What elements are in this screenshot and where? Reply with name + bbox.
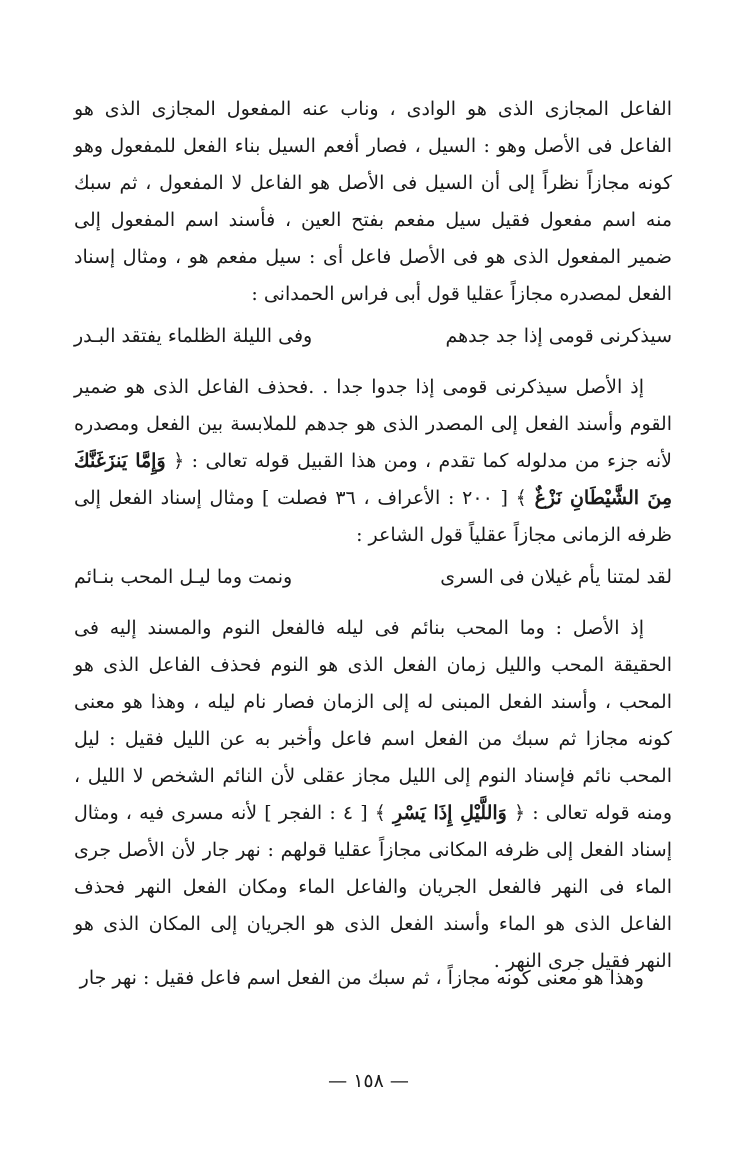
- paragraph-4-text: وهذا هو معنى كونه مجازاً ، ثم سبك من الفعل اسم فاعل فقيل : نهر جار: [79, 967, 644, 989]
- verse-2-first-hemistich: لقد لمتنا يأم غيلان فى السرى: [440, 566, 672, 588]
- paragraph-3-part-a: إذ الأصل : وما المحب بنائم فى ليله فالفعل النوم والمسند إليه فى الحقيقة المحب والليل زمان الفعل الذى هو النوم فحذف الفاعل الذى هو المحب ، وأسند الفعل المبنى له إلى الزمان فصار نام ليله ، وهذا هو معنى كونه مجازا ثم سبك من الفعل اسم فاعل وأخبر به عن الليل فقيل : ليل المحب نائم فإسناد النوم إلى الليل مجاز عقلى لأن النائم الشخص لا الليل ، ومنه قوله تعالى : ﴿: [74, 617, 673, 824]
- paragraph-1-text: الفاعل المجازى الذى هو الوادى ، وناب عنه المفعول المجازى الذى هو الفاعل فى الأصل وهو : السيل ، فصار أفعم السيل بناء الفعل للمفعول وهو كونه مجازاً نظراً إلى أن السيل فى الأصل هو الفاعل لا المفعول ، ثم سبك منه اسم مفعول فقيل سيل مفعم بفتح العين ، فأسند اسم المفعول إلى ضمير المفعول الذى هو فى الأصل فاعل أى : سيل مفعم هو ، ومثال إسناد الفعل لمصدره مجازاً عقليا قول أبى فراس الحمدانى :: [74, 98, 672, 305]
- paragraph-3-part-b: ﴾ [ ٤ : الفجر ] لأنه مسرى فيه ، ومثال إسناد الفعل إلى ظرفه المكانى مجازاً عقليا قولهم : نهر جار لأن الأصل جرى الماء فى النهر فالفعل الجريان والفاعل الماء ومكان الفعل النهر فحذف الفاعل الذى هو الماء وأسند الفعل الذى هو الجريان إلى المكان الذى هو النهر فقيل جرى النهر .: [74, 802, 672, 972]
- quran-verse-1: وَإِمَّا يَنزَغَنَّكَ مِنَ الشَّيْطَانِ نَزْغٌ: [74, 450, 673, 509]
- paragraph-2-part-a: إذ الأصل سيذكرنى قومى إذا جدوا جدا . .فحذف الفاعل الذى هو ضمير القوم وأسند الفعل إلى المصدر الذى هو جدهم للملابسة بين الفعل ومصدره لأنه جزء من مدلوله كما تقدم ، ومن هذا القبيل قوله تعالى : ﴿: [74, 376, 672, 472]
- verse-2: [74, 559, 672, 596]
- paragraph-1: [74, 91, 672, 313]
- paragraph-3: [74, 610, 672, 980]
- paragraph-2-part-b: ﴾ [ ٢٠٠ : الأعراف ، ٣٦ فصلت ] ومثال إسناد الفعل إلى ظرفه الزمانى مجازاً عقلياً قول الشاعر :: [74, 487, 672, 546]
- paragraph-3-text: [74, 610, 672, 980]
- paragraph-4: [74, 960, 672, 997]
- verse-2-second-hemistich: ونمت وما ليـل المحب بنـائم: [74, 566, 293, 588]
- verse-1-second-hemistich: وفى الليلة الظلماء يفتقد البـدر: [74, 325, 313, 347]
- quran-verse-2: وَاللَّيْلِ إِذَا يَسْرِ: [393, 802, 507, 824]
- paragraph-2: [74, 369, 672, 554]
- verse-1: [74, 318, 672, 355]
- verse-1-first-hemistich: سيذكرنى قومى إذا جد جدهم: [445, 325, 672, 347]
- paragraph-2-text: [74, 369, 672, 554]
- page-number: — ١٥٨ —: [328, 1070, 409, 1092]
